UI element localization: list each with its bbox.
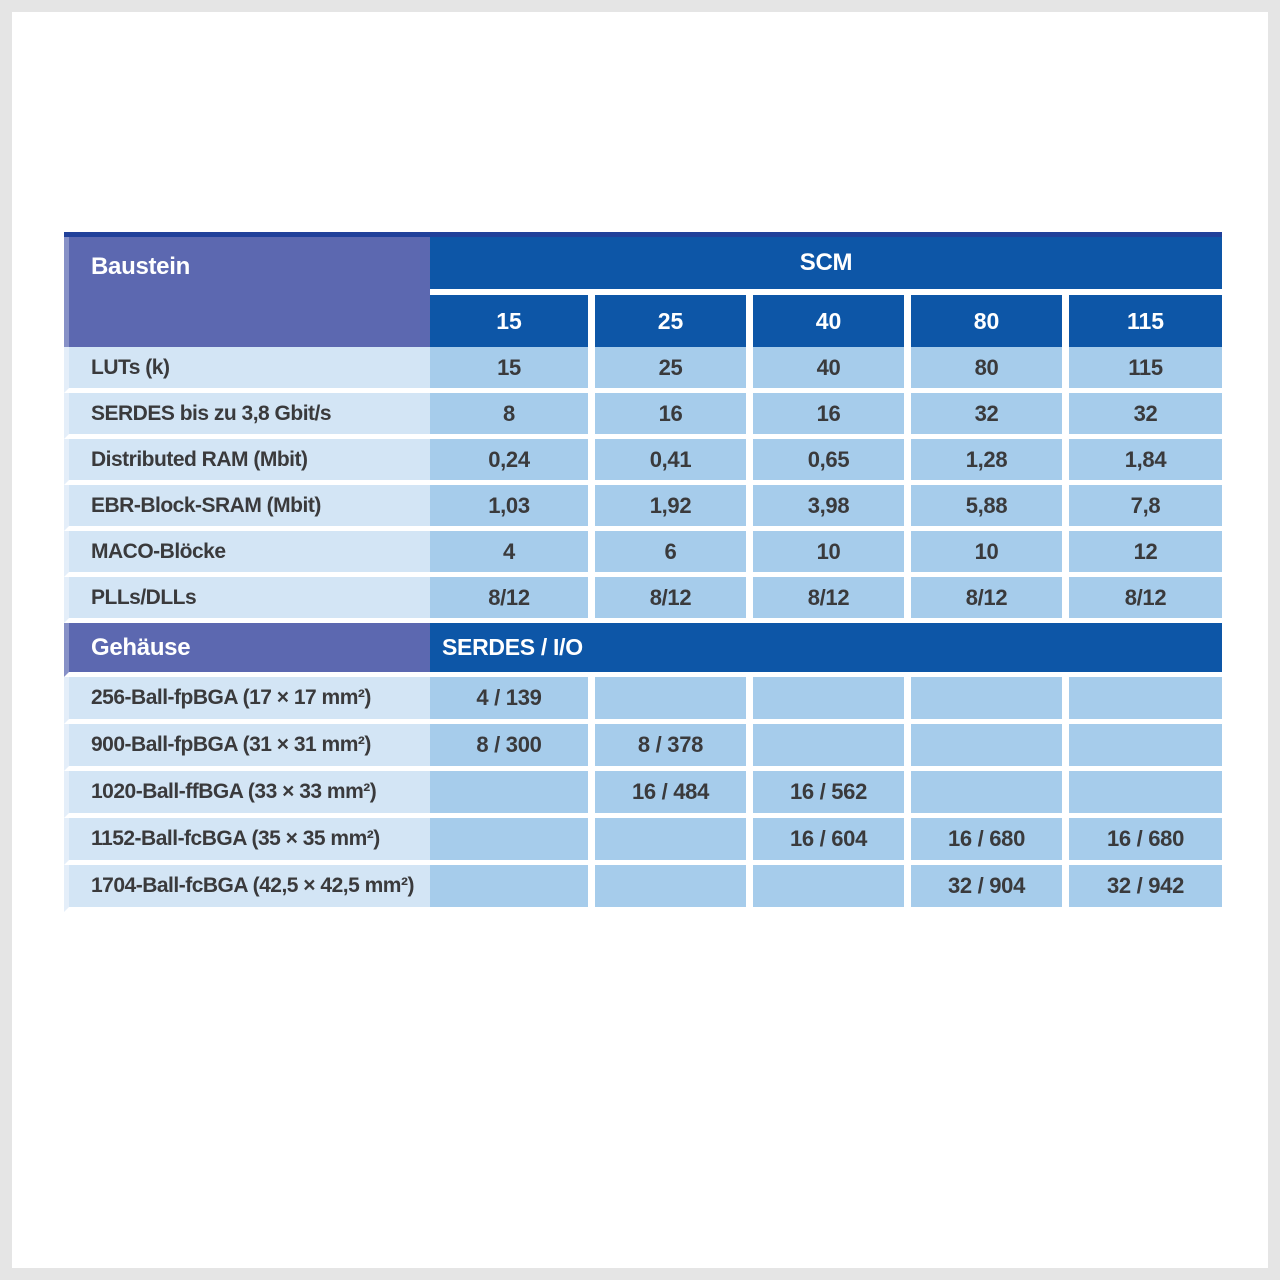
spec-row-plls-dlls: [64, 577, 1222, 623]
package-row-1704-ball: [64, 865, 1222, 912]
spec-cell: 8/12: [588, 577, 746, 623]
package-cell: [1062, 771, 1222, 818]
package-cell: [746, 724, 904, 771]
row-label: PLLs/DLLs: [64, 577, 430, 623]
package-cell: [904, 677, 1062, 724]
package-cell: [588, 865, 746, 912]
package-cell: [430, 865, 588, 912]
family-header-scm: SCM: [430, 237, 1222, 295]
spec-row-serdes: [64, 393, 1222, 439]
package-cell: 32 / 904: [904, 865, 1062, 912]
package-row-256-ball: [64, 677, 1222, 724]
spec-row-ebr-sram: [64, 485, 1222, 531]
device-spec-table: [64, 232, 1222, 912]
spec-cell: 3,98: [746, 485, 904, 531]
package-cell: [430, 818, 588, 865]
corner-header-baustein: Baustein: [64, 237, 430, 347]
column-header-25: 25: [588, 295, 746, 347]
header-row-packages: [64, 623, 1222, 677]
spec-cell: 16: [746, 393, 904, 439]
spec-row-maco: [64, 531, 1222, 577]
package-cell: 16 / 484: [588, 771, 746, 818]
spec-cell: 0,24: [430, 439, 588, 485]
package-cell: [1062, 677, 1222, 724]
row-label: LUTs (k): [64, 347, 430, 393]
spec-row-distributed-ram: [64, 439, 1222, 485]
package-cell: [746, 865, 904, 912]
spec-cell: 16: [588, 393, 746, 439]
spec-cell: 6: [588, 531, 746, 577]
spec-cell: 0,41: [588, 439, 746, 485]
header-row-family: [64, 237, 1222, 295]
spec-cell: 8: [430, 393, 588, 439]
spec-cell: 40: [746, 347, 904, 393]
package-cell: 4 / 139: [430, 677, 588, 724]
package-cell: [746, 677, 904, 724]
spec-cell: 25: [588, 347, 746, 393]
package-cell: 32 / 942: [1062, 865, 1222, 912]
package-cell: [1062, 724, 1222, 771]
package-cell: 8 / 378: [588, 724, 746, 771]
spec-cell: 1,92: [588, 485, 746, 531]
row-label: Distributed RAM (Mbit): [64, 439, 430, 485]
package-cell: [588, 818, 746, 865]
row-label: 1704-Ball-fcBGA (42,5 × 42,5 mm²): [64, 865, 430, 912]
row-label: MACO-Blöcke: [64, 531, 430, 577]
package-cell: [904, 724, 1062, 771]
spec-cell: 15: [430, 347, 588, 393]
spec-cell: 4: [430, 531, 588, 577]
section-header-gehaeuse: Gehäuse: [64, 623, 430, 677]
row-label: 1020-Ball-ffBGA (33 × 33 mm²): [64, 771, 430, 818]
spec-cell: 5,88: [904, 485, 1062, 531]
spec-cell: 80: [904, 347, 1062, 393]
package-cell: 16 / 680: [1062, 818, 1222, 865]
spec-cell: 10: [746, 531, 904, 577]
spec-cell: 115: [1062, 347, 1222, 393]
spec-cell: 8/12: [1062, 577, 1222, 623]
row-label: 1152-Ball-fcBGA (35 × 35 mm²): [64, 818, 430, 865]
spec-cell: 12: [1062, 531, 1222, 577]
row-label: EBR-Block-SRAM (Mbit): [64, 485, 430, 531]
package-cell: 16 / 680: [904, 818, 1062, 865]
spec-cell: 8/12: [430, 577, 588, 623]
column-header-40: 40: [746, 295, 904, 347]
spec-cell: 32: [904, 393, 1062, 439]
spec-cell: 1,84: [1062, 439, 1222, 485]
package-cell: 8 / 300: [430, 724, 588, 771]
package-row-1020-ball: [64, 771, 1222, 818]
package-cell: 16 / 604: [746, 818, 904, 865]
spec-cell: 0,65: [746, 439, 904, 485]
column-header-15: 15: [430, 295, 588, 347]
group-header-serdes-io: SERDES / I/O: [430, 623, 1222, 677]
spec-cell: 1,03: [430, 485, 588, 531]
row-label: 256-Ball-fpBGA (17 × 17 mm²): [64, 677, 430, 724]
spec-cell: 8/12: [746, 577, 904, 623]
spec-cell: 8/12: [904, 577, 1062, 623]
spec-cell: 10: [904, 531, 1062, 577]
package-cell: [430, 771, 588, 818]
package-row-900-ball: [64, 724, 1222, 771]
spec-cell: 1,28: [904, 439, 1062, 485]
column-header-80: 80: [904, 295, 1062, 347]
spec-cell: 32: [1062, 393, 1222, 439]
spec-cell: 7,8: [1062, 485, 1222, 531]
package-cell: 16 / 562: [746, 771, 904, 818]
package-cell: [588, 677, 746, 724]
package-row-1152-ball: [64, 818, 1222, 865]
column-header-115: 115: [1062, 295, 1222, 347]
row-label: SERDES bis zu 3,8 Gbit/s: [64, 393, 430, 439]
device-table-container: [64, 232, 1222, 912]
package-cell: [904, 771, 1062, 818]
row-label: 900-Ball-fpBGA (31 × 31 mm²): [64, 724, 430, 771]
spec-row-luts: [64, 347, 1222, 393]
